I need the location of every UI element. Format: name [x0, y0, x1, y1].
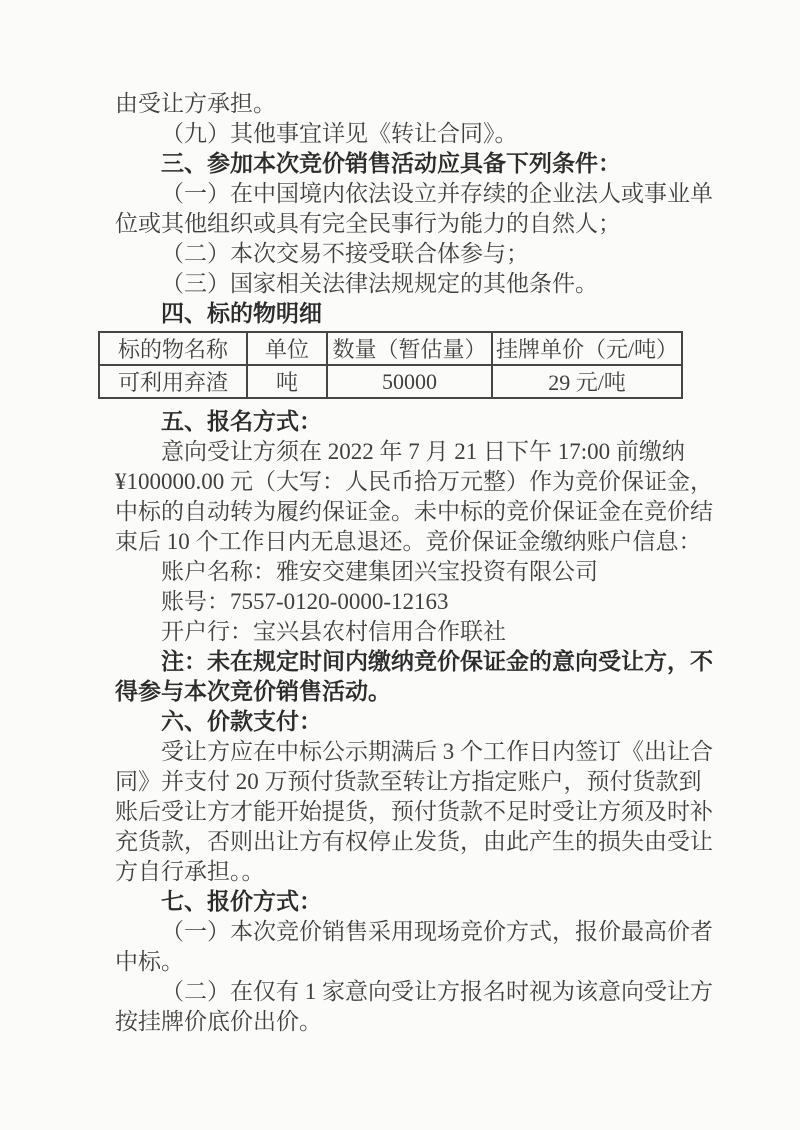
line-deposit-b: ¥100000.00 元（大写：人民币拾万元整）作为竞价保证金，	[115, 469, 713, 494]
line-account-name: 账户名称：雅安交建集团兴宝投资有限公司	[161, 559, 598, 584]
line-payment-a: 受让方应在中标公示期满后 3 个工作日内签订《出让合	[161, 739, 713, 764]
table-header-row	[99, 332, 682, 365]
document-body	[115, 89, 729, 1037]
heading-section-three: 三、参加本次竞价销售活动应具备下列条件：	[161, 151, 621, 176]
header-unit: 单位	[247, 332, 327, 365]
header-subject-name: 标的物名称	[99, 332, 247, 365]
line-bidding-one-a: （一）本次竞价销售采用现场竞价方式，报价最高价者	[161, 919, 713, 944]
cell-subject-name: 可利用弃渣	[99, 365, 247, 398]
line-payment-b: 同》并支付 20 万预付货款至转让方指定账户，预付货款到	[115, 769, 702, 794]
line-condition-three: （三）国家相关法律法规规定的其他条件。	[161, 271, 598, 296]
line-condition-one-a: （一）在中国境内依法设立并存续的企业法人或事业单	[161, 181, 713, 206]
heading-section-four: 四、标的物明细	[161, 301, 322, 326]
line-clause-nine: （九）其他事宜详见《转让合同》。	[161, 121, 518, 146]
line-payment-d: 充货款，否则出让方有权停止发货，由此产生的损失由受让	[115, 829, 713, 854]
line-condition-two: （二）本次交易不接受联合体参与；	[161, 241, 529, 266]
header-listing-price: 挂牌单价（元/吨）	[492, 332, 682, 365]
cell-quantity: 50000	[327, 365, 492, 398]
header-quantity: 数量（暂估量）	[327, 332, 492, 365]
line-deposit-d: 束后 10 个工作日内无息退还。竞价保证金缴纳账户信息：	[115, 529, 702, 554]
line-carryover: 由受让方承担。	[115, 91, 276, 116]
heading-section-five: 五、报名方式：	[161, 409, 322, 434]
line-payment-e: 方自行承担。。	[115, 859, 265, 884]
line-deposit-c: 中标的自动转为履约保证金。未中标的竞价保证金在竞价结	[115, 499, 713, 524]
line-bank-name: 开户行：宝兴县农村信用合作联社	[161, 619, 506, 644]
line-note-a: 注：未在规定时间内缴纳竞价保证金的意向受让方，不	[161, 649, 713, 674]
line-bidding-two-a: （二）在仅有 1 家意向受让方报名时视为该意向受让方	[161, 979, 713, 1004]
cell-unit: 吨	[247, 365, 327, 398]
line-bidding-one-b: 中标。	[115, 949, 184, 974]
line-note-b: 得参与本次竞价销售活动。	[115, 679, 391, 704]
line-bidding-two-b: 按挂牌价底价出价。	[115, 1009, 322, 1034]
line-condition-one-b: 位或其他组织或具有完全民事行为能力的自然人；	[115, 211, 621, 236]
line-account-number: 账号：7557-0120-0000-12163	[161, 589, 449, 614]
line-payment-c: 账后受让方才能开始提货，预付货款不足时受让方须及时补	[115, 799, 713, 824]
subject-matter-table	[98, 331, 683, 399]
heading-section-seven: 七、报价方式：	[161, 889, 322, 914]
table-row	[99, 365, 682, 398]
cell-listing-price: 29 元/吨	[492, 365, 682, 398]
heading-section-six: 六、价款支付：	[161, 709, 322, 734]
line-deposit-a: 意向受让方须在 2022 年 7 月 21 日下午 17:00 前缴纳	[161, 439, 685, 464]
